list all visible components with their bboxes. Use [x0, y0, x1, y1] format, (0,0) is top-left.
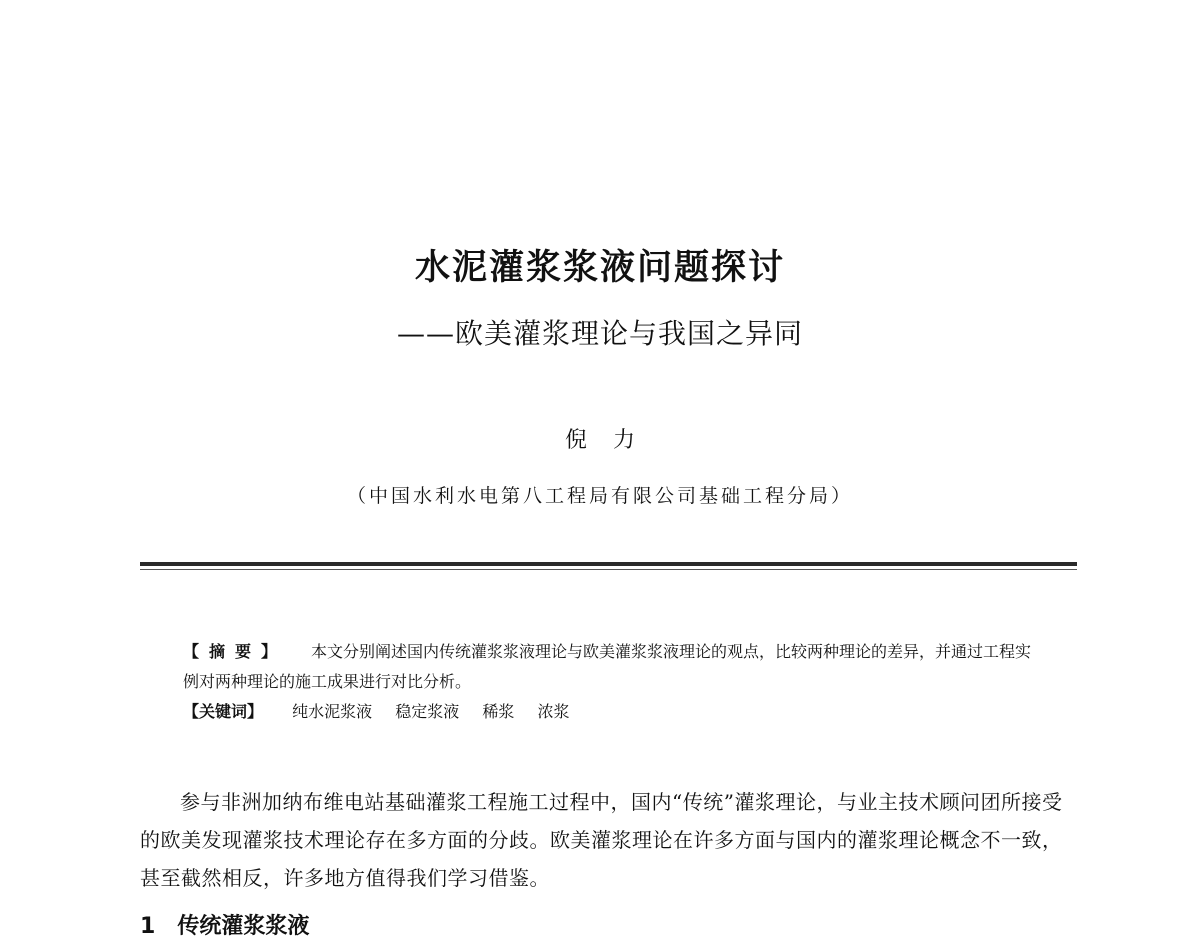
paper-title: 水泥灌浆浆液问题探讨: [414, 248, 785, 288]
body-paragraph: 参与非洲加纳布维电站基础灌浆工程施工过程中，国内“传统”灌浆理论，与业主技术顾问团所接受的欧美发现灌浆技术理论存在多方面的分歧。欧美灌浆理论在许多方面与国内的灌浆理论概念不一致，甚至截然相反，许多地方值得我们学习借鉴。: [140, 790, 1063, 890]
section-number: 1: [140, 914, 156, 939]
keywords-label: 【关键词】: [183, 702, 264, 721]
keyword-item: 纯水泥浆液: [292, 702, 373, 721]
abstract-text: 本文分别阐述国内传统灌浆浆液理论与欧美灌浆浆液理论的观点，比较两种理论的差异，并通过工程实例对两种理论的施工成果进行对比分析。: [183, 642, 1032, 691]
header-divider-thin: [140, 569, 1077, 570]
keyword-item: 稳定浆液: [395, 702, 460, 721]
abstract-label: 【摘要】: [183, 642, 288, 661]
abstract-block: [183, 637, 1043, 727]
author-name: 倪力: [564, 428, 661, 453]
keyword-item: 浓浆: [537, 702, 570, 721]
abstract: [183, 637, 1043, 697]
author-affiliation: （中国水利水电第八工程局有限公司基础工程分局）: [346, 485, 853, 507]
body-text: [140, 783, 1080, 897]
keywords: [183, 697, 1043, 727]
paper-subtitle: ——欧美灌浆理论与我国之异同: [396, 317, 803, 350]
header-divider-thick: [140, 562, 1077, 566]
section-title: 传统灌浆浆液: [177, 914, 310, 939]
keyword-item: 稀浆: [482, 702, 515, 721]
section-heading: [140, 911, 309, 943]
